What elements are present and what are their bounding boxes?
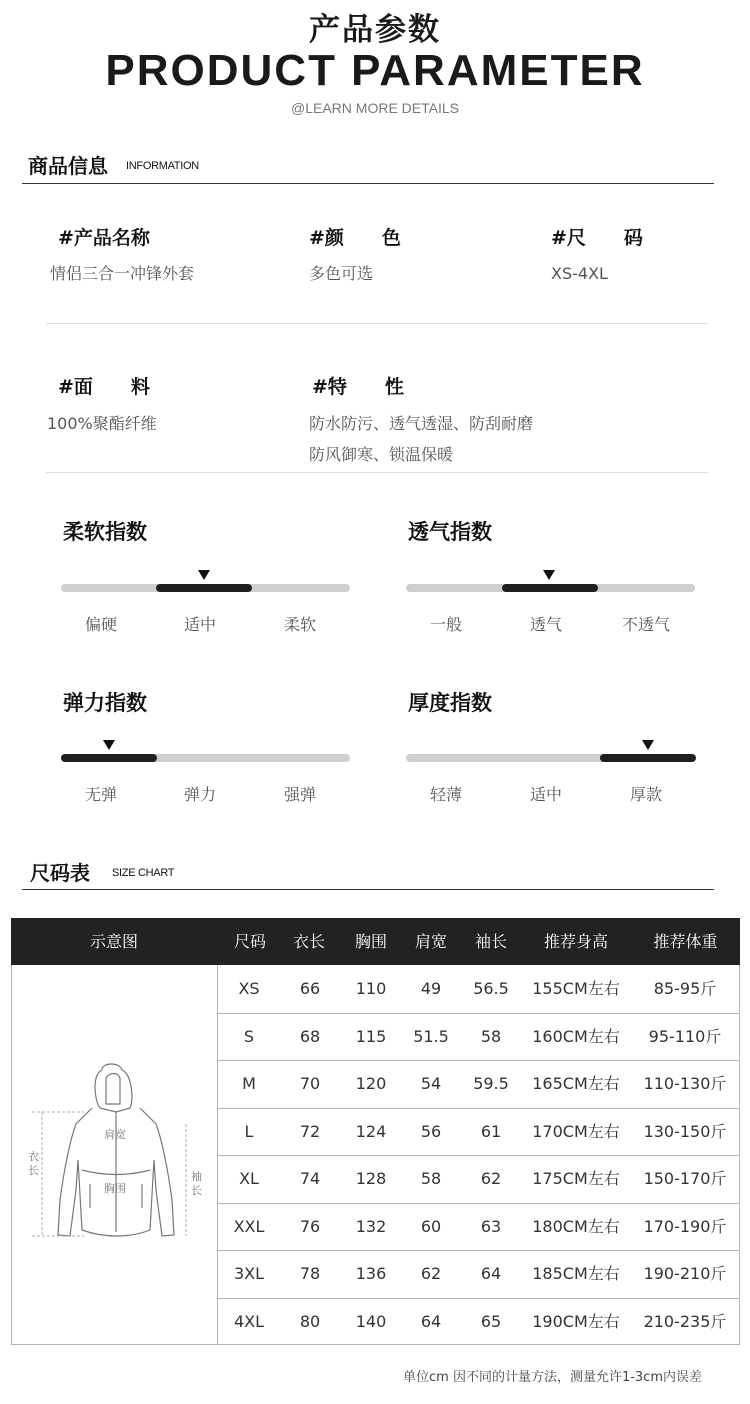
table-cell: 54 bbox=[420, 1074, 442, 1093]
table-cell: S bbox=[243, 1027, 255, 1046]
table-cell: 58 bbox=[480, 1027, 502, 1046]
features-value-line-2: 防风御寒、锁温保暖 bbox=[309, 445, 454, 464]
info-row-divider bbox=[46, 323, 708, 324]
table-cell: 70 bbox=[299, 1074, 321, 1093]
diagram-label-sleeve: 袖长 bbox=[191, 1170, 202, 1197]
softness-label-mid: 适中 bbox=[183, 615, 216, 634]
thickness-level-fill bbox=[600, 754, 696, 762]
page-subtitle: @LEARN MORE DETAILS bbox=[291, 100, 459, 116]
table-cell: 95-110斤 bbox=[648, 1027, 722, 1046]
table-cell: L bbox=[244, 1122, 254, 1141]
column-header-length: 衣长 bbox=[292, 932, 325, 951]
breathability-pointer-icon bbox=[543, 570, 555, 580]
size-value: XS-4XL bbox=[551, 264, 608, 283]
table-cell: 56.5 bbox=[473, 979, 509, 998]
elasticity-level-fill bbox=[61, 754, 157, 762]
table-cell: 120 bbox=[355, 1074, 387, 1093]
table-cell: 59.5 bbox=[473, 1074, 509, 1093]
table-cell: 62 bbox=[480, 1169, 502, 1188]
thickness-label-high: 厚款 bbox=[629, 785, 662, 804]
table-cell: 132 bbox=[355, 1217, 387, 1236]
table-cell: 64 bbox=[420, 1312, 442, 1331]
page-title-en: PRODUCT PARAMETER bbox=[105, 46, 645, 95]
table-cell: 185CM左右 bbox=[532, 1264, 620, 1283]
breathability-index-title: 透气指数 bbox=[408, 520, 492, 544]
table-cell: 78 bbox=[299, 1264, 321, 1283]
table-cell: 210-235斤 bbox=[643, 1312, 727, 1331]
size-section-divider bbox=[22, 889, 714, 890]
color-value: 多色可选 bbox=[309, 264, 374, 283]
table-cell: 170-190斤 bbox=[643, 1217, 727, 1236]
measurement-note: 单位cm 因不同的计量方法，测量允许1-3cm内误差 bbox=[403, 1370, 702, 1385]
elasticity-label-mid: 弹力 bbox=[183, 785, 216, 804]
jacket-diagram-icon bbox=[24, 1060, 204, 1260]
fabric-label: #面 料 bbox=[58, 376, 150, 398]
table-cell: 165CM左右 bbox=[532, 1074, 620, 1093]
table-cell: 68 bbox=[299, 1027, 321, 1046]
thickness-index-title: 厚度指数 bbox=[408, 691, 492, 715]
column-header-shoulder: 肩宽 bbox=[414, 932, 447, 951]
table-cell: 190-210斤 bbox=[643, 1264, 727, 1283]
table-cell: 61 bbox=[480, 1122, 502, 1141]
color-label: #颜 色 bbox=[309, 227, 401, 249]
table-cell: 74 bbox=[299, 1169, 321, 1188]
diagram-column-header: 示意图 bbox=[89, 932, 138, 951]
softness-pointer-icon bbox=[198, 570, 210, 580]
table-cell: XS bbox=[238, 979, 260, 998]
info-section-divider bbox=[22, 183, 714, 184]
table-cell: 115 bbox=[355, 1027, 387, 1046]
softness-index-title: 柔软指数 bbox=[63, 520, 147, 544]
table-cell: 65 bbox=[480, 1312, 502, 1331]
table-cell: 130-150斤 bbox=[643, 1122, 727, 1141]
product-name-value: 情侣三合一冲锋外套 bbox=[50, 264, 195, 283]
thickness-label-mid: 适中 bbox=[529, 785, 562, 804]
table-cell: 110-130斤 bbox=[643, 1074, 727, 1093]
breathability-level-fill bbox=[502, 584, 598, 592]
table-cell: 140 bbox=[355, 1312, 387, 1331]
table-cell: 58 bbox=[420, 1169, 442, 1188]
elasticity-label-high: 强弹 bbox=[283, 785, 316, 804]
table-cell: 124 bbox=[355, 1122, 387, 1141]
table-cell: 136 bbox=[355, 1264, 387, 1283]
column-header-weight: 推荐体重 bbox=[653, 932, 718, 951]
thickness-pointer-icon bbox=[642, 740, 654, 750]
table-cell: 64 bbox=[480, 1264, 502, 1283]
column-header-size: 尺码 bbox=[233, 932, 266, 951]
size-label: #尺 码 bbox=[551, 227, 643, 249]
table-cell: 56 bbox=[420, 1122, 442, 1141]
column-header-height: 推荐身高 bbox=[543, 932, 608, 951]
table-cell: 128 bbox=[355, 1169, 387, 1188]
softness-label-low: 偏硬 bbox=[84, 615, 117, 634]
breathability-label-low: 一般 bbox=[429, 615, 462, 634]
diagram-label-length: 衣长 bbox=[28, 1150, 39, 1177]
table-cell: 170CM左右 bbox=[532, 1122, 620, 1141]
table-cell: 160CM左右 bbox=[532, 1027, 620, 1046]
table-cell: 85-95斤 bbox=[653, 979, 717, 998]
table-cell: 110 bbox=[355, 979, 387, 998]
features-label: #特 性 bbox=[312, 376, 404, 398]
table-cell: 180CM左右 bbox=[532, 1217, 620, 1236]
table-cell: M bbox=[242, 1074, 256, 1093]
softness-level-fill bbox=[156, 584, 252, 592]
fabric-value: 100%聚酯纤维 bbox=[47, 414, 157, 433]
size-section-title-en: SIZE CHART bbox=[112, 867, 175, 879]
table-cell: 62 bbox=[420, 1264, 442, 1283]
softness-label-high: 柔软 bbox=[283, 615, 316, 634]
table-cell: 4XL bbox=[233, 1312, 265, 1331]
page-title-cn: 产品参数 bbox=[309, 12, 441, 48]
features-value-line-1: 防水防污、透气透湿、防刮耐磨 bbox=[309, 414, 534, 433]
elasticity-index-title: 弹力指数 bbox=[63, 691, 147, 715]
breathability-label-high: 不透气 bbox=[621, 615, 670, 634]
table-cell: XL bbox=[239, 1169, 259, 1188]
table-cell: 155CM左右 bbox=[532, 979, 620, 998]
table-cell: 63 bbox=[480, 1217, 502, 1236]
table-cell: 60 bbox=[420, 1217, 442, 1236]
table-cell: 72 bbox=[299, 1122, 321, 1141]
diagram-label-shoulder: 肩宽 bbox=[104, 1128, 126, 1141]
table-cell: 49 bbox=[420, 979, 442, 998]
table-cell: 190CM左右 bbox=[532, 1312, 620, 1331]
breathability-label-mid: 透气 bbox=[529, 615, 562, 634]
elasticity-pointer-icon bbox=[103, 740, 115, 750]
table-cell: 175CM左右 bbox=[532, 1169, 620, 1188]
table-cell: XXL bbox=[233, 1217, 265, 1236]
diagram-label-chest: 胸围 bbox=[104, 1182, 126, 1195]
info-section-title: 商品信息 bbox=[28, 154, 108, 178]
product-name-label: #产品名称 bbox=[58, 227, 150, 249]
size-section-title: 尺码表 bbox=[30, 861, 90, 885]
column-header-sleeve: 袖长 bbox=[474, 932, 507, 951]
thickness-label-low: 轻薄 bbox=[429, 785, 462, 804]
table-cell: 150-170斤 bbox=[643, 1169, 727, 1188]
table-cell: 76 bbox=[299, 1217, 321, 1236]
table-cell: 80 bbox=[299, 1312, 321, 1331]
table-cell: 51.5 bbox=[413, 1027, 449, 1046]
info-bottom-divider bbox=[46, 472, 708, 473]
info-section-title-en: INFORMATION bbox=[126, 160, 199, 172]
table-cell: 3XL bbox=[233, 1264, 265, 1283]
elasticity-label-low: 无弹 bbox=[84, 785, 117, 804]
table-cell: 66 bbox=[299, 979, 321, 998]
size-table-header bbox=[11, 918, 740, 965]
column-header-chest: 胸围 bbox=[354, 932, 387, 951]
